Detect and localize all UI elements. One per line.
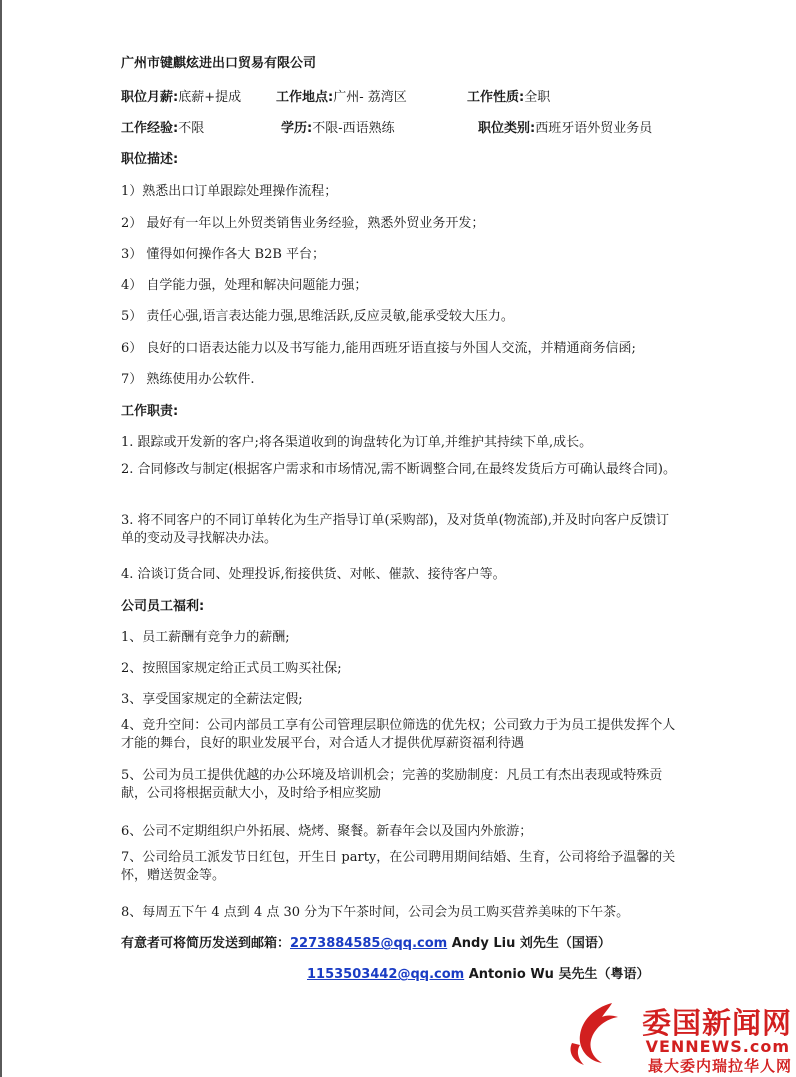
duty-item: 1. 跟踪或开发新的客户;将各渠道收到的询盘转化为订单,并维护其持续下单,成长。 <box>121 435 593 450</box>
page-left-edge <box>0 0 2 1077</box>
info-education-key: 学历: <box>281 121 313 136</box>
info-education-value: 不限-西语熟练 <box>312 121 395 136</box>
info-salary <box>121 86 241 105</box>
desc-item: 2） 最好有一年以上外贸类销售业务经验，熟悉外贸业务开发； <box>121 216 485 231</box>
info-type-key: 工作性质: <box>467 90 525 105</box>
duty-item: 3. 将不同客户的不同订单转化为生产指导订单(采购部)，及对货单(物流部),并及时向客户反馈订单的变动及寻找解决办法。 <box>121 513 669 546</box>
email-link-1[interactable]: 2273884585@qq.com <box>290 936 448 951</box>
desc-item: 7） 熟练使用办公软件. <box>121 372 255 387</box>
info-type-value: 全职 <box>524 90 551 105</box>
benefit-item: 5、公司为员工提供优越的办公环境及培训机会；完善的奖励制度：凡员工有杰出表现或特殊贡献，公司将根据贡献大小，及时给予相应奖励 <box>121 768 663 801</box>
info-type <box>467 86 550 105</box>
info-experience <box>121 117 204 136</box>
contact-person-1: Andy Liu 刘先生（国语） <box>447 936 611 951</box>
watermark-slogan: 最大委内瑞拉华人网 <box>647 1057 792 1075</box>
dragon-logo-icon <box>562 997 626 1067</box>
watermark-url: VENNEWS.com <box>645 1037 790 1056</box>
benefit-item: 1、员工薪酬有竞争力的薪酬; <box>121 630 290 645</box>
duty-item: 2. 合同修改与制定(根据客户需求和市场情况,需不断调整合同,在最终发货后方可确认最终合同)。 <box>121 462 676 477</box>
duty-heading: 工作职责: <box>121 404 179 419</box>
info-location-key: 工作地点: <box>276 90 334 105</box>
duty-item: 4. 洽谈订货合同、处理投诉,衔接供货、对帐、催款、接待客户等。 <box>121 567 506 582</box>
benefit-item: 2、按照国家规定给正式员工购买社保; <box>121 661 342 676</box>
watermark-title: 委国新闻网 <box>641 1006 792 1040</box>
email-link-2[interactable]: 1153503442@qq.com <box>307 967 465 982</box>
info-salary-value: 底薪+提成 <box>178 90 242 105</box>
info-education <box>281 117 395 136</box>
desc-item: 4） 自学能力强，处理和解决问题能力强； <box>121 278 368 293</box>
desc-item: 3） 懂得如何操作各大 B2B 平台； <box>121 247 326 262</box>
desc-item: 5） 责任心强,语言表达能力强,思维活跃,反应灵敏,能承受较大压力。 <box>121 309 514 324</box>
contact-lead: 有意者可将简历发送到邮箱： <box>121 936 291 951</box>
benefit-item: 3、享受国家规定的全薪法定假; <box>121 692 303 707</box>
info-category-value: 西班牙语外贸业务员 <box>535 121 653 136</box>
info-category <box>478 117 652 136</box>
company-name: 广州市键麒炫进出口贸易有限公司 <box>121 56 317 71</box>
contact-line-2 <box>307 963 649 982</box>
benefit-item: 7、公司给员工派发节日红包，开生日 party，在公司聘用期间结婚、生育，公司将给予温馨的关怀，赠送贺金等。 <box>121 850 676 883</box>
benefit-item: 8、每周五下午 4 点到 4 点 30 分为下午茶时间，公司会为员工购买营养美味的下午茶。 <box>121 905 630 920</box>
contact-line-1 <box>121 932 611 951</box>
info-experience-value: 不限 <box>178 121 205 136</box>
desc-item: 1）熟悉出口订单跟踪处理操作流程； <box>121 184 338 199</box>
benefit-heading: 公司员工福利: <box>121 599 205 614</box>
contact-person-2: Antonio Wu 吴先生（粤语） <box>464 967 650 982</box>
benefit-item: 4、竞升空间：公司内部员工享有公司管理层职位筛选的优先权；公司致力于为员工提供发挥个人才能的舞台，良好的职业发展平台，对合适人才提供优厚薪资福利待遇 <box>121 718 676 751</box>
info-experience-key: 工作经验: <box>121 121 179 136</box>
info-category-key: 职位类别: <box>478 121 536 136</box>
desc-item: 6） 良好的口语表达能力以及书写能力,能用西班牙语直接与外国人交流，并精通商务信函; <box>121 341 636 356</box>
info-location <box>276 86 407 105</box>
benefit-item: 6、公司不定期组织户外拓展、烧烤、聚餐。新春年会以及国内外旅游； <box>121 824 533 839</box>
info-salary-key: 职位月薪: <box>121 90 179 105</box>
vennews-watermark <box>562 995 792 1075</box>
desc-heading: 职位描述: <box>121 152 179 167</box>
info-location-value: 广州- 荔湾区 <box>333 90 407 105</box>
